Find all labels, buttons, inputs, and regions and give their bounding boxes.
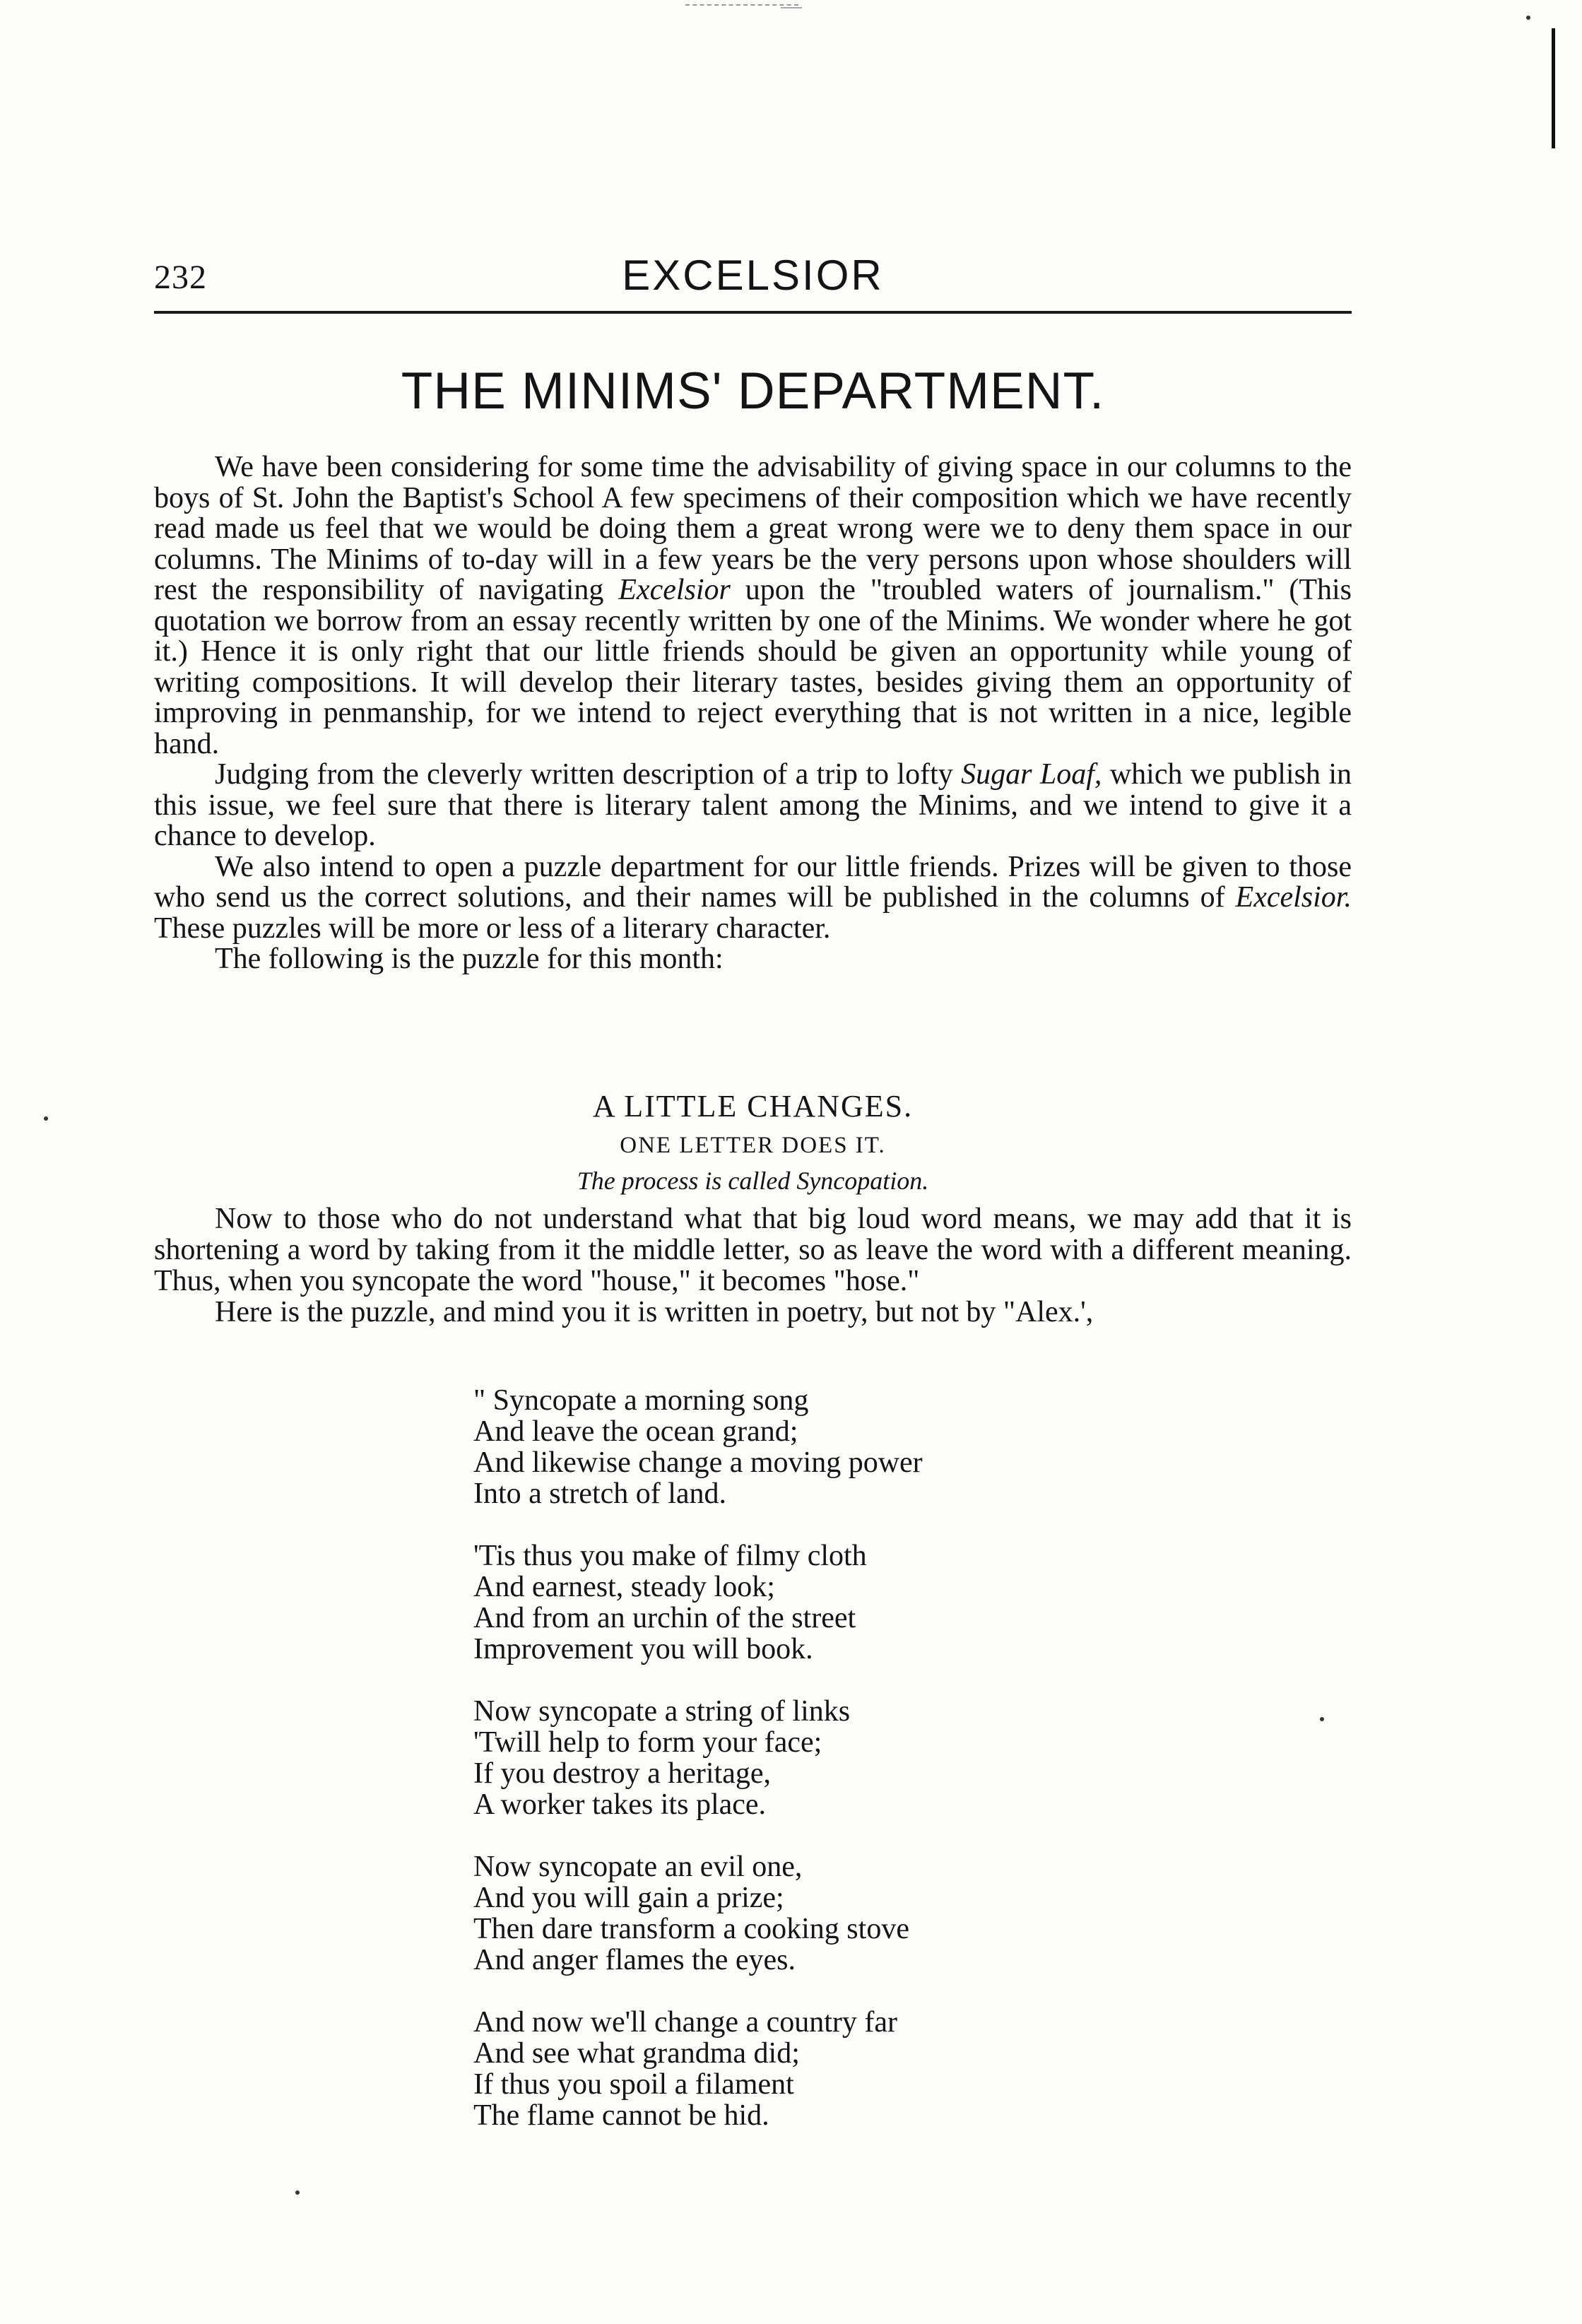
- paragraph: The following is the puzzle for this month:: [215, 943, 724, 975]
- text-run: These puzzles will be more or less of a literary character.: [154, 912, 831, 945]
- poem-line: And see what grandma did;: [473, 2037, 800, 2070]
- stanza: [473, 1696, 923, 1820]
- poem-line: Into a stretch of land.: [473, 1477, 727, 1510]
- poem-line: Now syncopate a string of links: [473, 1695, 851, 1728]
- scan-speck: [44, 1116, 48, 1121]
- poem-line: A worker takes its place.: [473, 1788, 767, 1821]
- scan-artifact-line: [685, 4, 798, 6]
- italic-title: Excelsior.: [1235, 881, 1352, 914]
- text-run: upon the "troubled waters of journalism." (This quotation we borrow from an essay recently written by one of the Minims. We wonder where he got it.) Hence it is only right that our little friends should be given an opportunity while young of writing compositions. It will develop their literary tastes, besides giving them an opportunity of improving in penmanship, for we intend to reject everything that is not written in a nice, legible hand.: [154, 574, 1352, 760]
- poem-line: 'Tis thus you make of filmy cloth: [473, 1540, 867, 1572]
- department-title: THE MINIMS' DEPARTMENT.: [401, 362, 1105, 420]
- scan-artifact-line: [781, 7, 802, 8]
- poem-line: And likewise change a moving power: [473, 1446, 923, 1479]
- poem-line: Improvement you will book.: [473, 1633, 813, 1665]
- poem-line: " Syncopate a morning song: [473, 1384, 809, 1417]
- stanza: [473, 1851, 923, 1976]
- poem-line: And earnest, steady look;: [473, 1571, 775, 1603]
- puzzle-title: A LITTLE CHANGES.: [592, 1089, 914, 1123]
- paragraph: [154, 452, 1352, 760]
- puzzle-process: The process is called Syncopation.: [577, 1167, 929, 1195]
- italic-title: Sugar Loaf,: [961, 758, 1102, 791]
- text-run: Judging from the cleverly written description of a trip to lofty: [215, 758, 962, 791]
- paragraph: Now to those who do not understand what that big loud word means, we may add that it is shortening a word by taking from it the middle letter, so as leave the word with a different meaning. Thus, when you syncopate the word "house," it becomes "hose.": [154, 1203, 1352, 1297]
- scan-margin-mark: [1552, 28, 1555, 148]
- poem-line: Then dare transform a cooking stove: [473, 1913, 909, 1945]
- stanza: [473, 1385, 923, 1509]
- poem-line: If thus you spoil a filament: [473, 2068, 794, 2101]
- header-rule: [154, 311, 1352, 314]
- page-number: 232: [154, 259, 207, 296]
- text-run: We also intend to open a puzzle department for our little friends. Prizes will be given to those who send us the correct solutions, and their names will be published in the columns of: [154, 850, 1352, 914]
- poem-line: And you will gain a prize;: [473, 1882, 784, 1914]
- stanza: [473, 1540, 923, 1665]
- poem-line: And anger flames the eyes.: [473, 1944, 796, 1976]
- text-run: which we publish in this issue, we feel sure that there is literary talent among the Minims, and we intend to give it a chance to develop.: [154, 758, 1352, 852]
- scan-speck: [295, 2190, 300, 2195]
- stanza: [473, 2007, 923, 2131]
- puzzle-explanation: [154, 1203, 1352, 1328]
- paragraph: [154, 760, 1352, 852]
- running-title: EXCELSIOR: [622, 252, 884, 299]
- poem-line: The flame cannot be hid.: [473, 2099, 769, 2132]
- poem-line: And now we'll change a country far: [473, 2006, 898, 2039]
- poem-line: If you destroy a heritage,: [473, 1757, 772, 1790]
- scan-speck: [1320, 1717, 1324, 1721]
- italic-title: Excelsior: [618, 574, 731, 606]
- poem-line: Now syncopate an evil one,: [473, 1851, 803, 1883]
- poem-line: 'Twill help to form your face;: [473, 1726, 822, 1759]
- text-run: We have been considering for some time the advisability of giving space in our columns to the boys of St. John the Baptist's School A few specimens of their composition which we have recently read made us feel that we would be doing them a great wrong were we to deny them space in our columns. The Minims of to-day will in a few years be the very persons upon whose shoulders will rest the responsibility of navigating: [154, 451, 1352, 606]
- puzzle-subtitle: ONE LETTER DOES IT.: [620, 1133, 886, 1158]
- poem-line: And from an urchin of the street: [473, 1602, 856, 1634]
- page-header: [154, 251, 1352, 307]
- poem: [473, 1385, 923, 2162]
- poem-line: And leave the ocean grand;: [473, 1415, 798, 1448]
- paragraph: Here is the puzzle, and mind you it is written in poetry, but not by "Alex.',: [215, 1296, 1094, 1328]
- scan-speck: [1526, 16, 1530, 20]
- paragraph: [154, 852, 1352, 945]
- intro-text: [154, 452, 1352, 975]
